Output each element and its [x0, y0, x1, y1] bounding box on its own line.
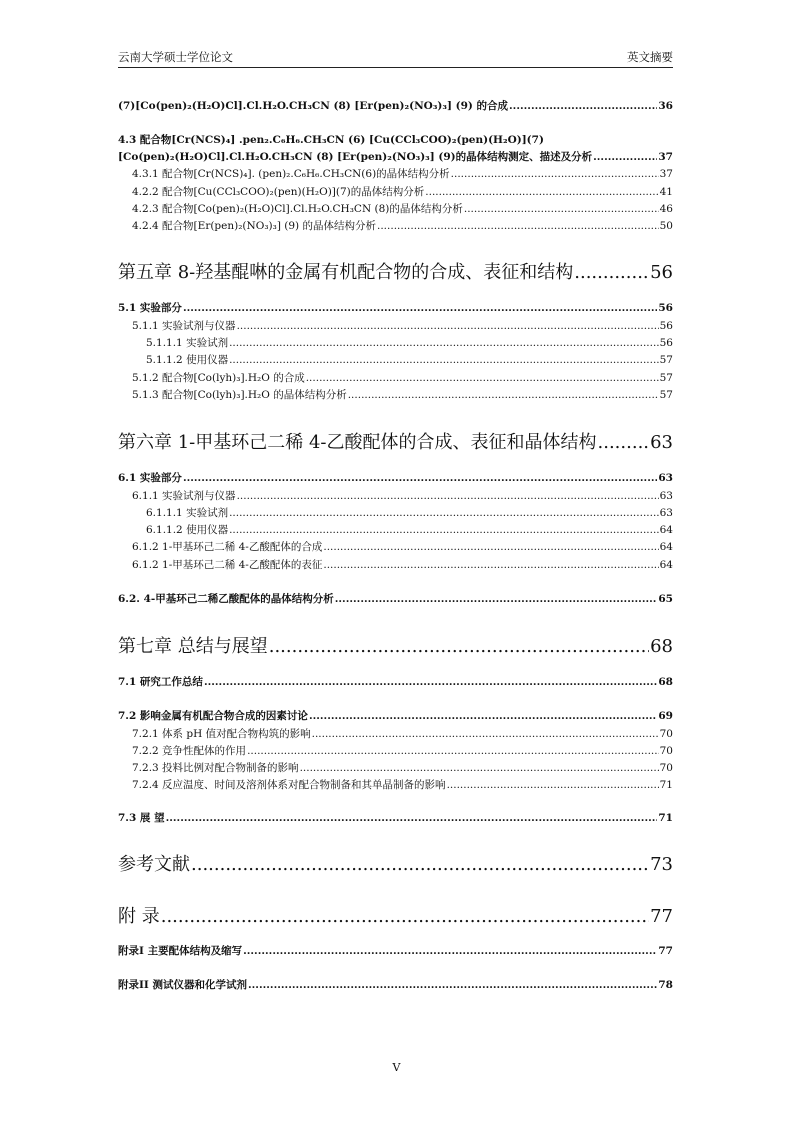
- toc-dot-leader: [229, 507, 659, 519]
- toc-entry-title: 7.2.4 反应温度、时间及溶剂体系对配合物制备和其单晶制备的影响: [132, 779, 446, 791]
- toc-entry[interactable]: [118, 505, 673, 520]
- toc-page-number: 64: [659, 524, 673, 536]
- toc-entry-title: 5.1 实验部分: [118, 302, 182, 314]
- toc-entry[interactable]: [118, 387, 673, 402]
- toc-dot-leader: [204, 676, 657, 688]
- toc-entry[interactable]: [118, 708, 673, 723]
- toc-entry[interactable]: [118, 943, 673, 958]
- toc-page-number: 41: [659, 186, 673, 198]
- toc-chapter-entry[interactable]: [118, 902, 673, 928]
- toc-entry[interactable]: [118, 539, 673, 554]
- toc-page-number: 56: [650, 262, 673, 283]
- toc-dot-leader: [598, 432, 650, 453]
- toc-entry[interactable]: [118, 166, 673, 181]
- header-section-title: 英文摘要: [627, 50, 673, 64]
- toc-entry-title: 附录I 主要配体结构及缩写: [118, 945, 243, 957]
- toc-chapter-entry[interactable]: [118, 850, 673, 876]
- toc-entry-title: 6.1 实验部分: [118, 472, 182, 484]
- toc-page-number: 70: [659, 728, 673, 740]
- toc-dot-leader: [237, 320, 659, 332]
- toc-dot-leader: [183, 472, 657, 484]
- toc-entry-title: 7.2.3 投料比例对配合物制备的影响: [132, 762, 299, 774]
- toc-dot-leader: [300, 762, 659, 774]
- toc-entry[interactable]: [118, 318, 673, 333]
- toc-entry-title: 5.1.2 配合物[Co(lyh)₃].H₂O 的合成: [132, 372, 305, 384]
- toc-entry-title: 6.1.1 实验试剂与仪器: [132, 490, 236, 502]
- toc-dot-leader: [243, 945, 657, 957]
- toc-entry[interactable]: [118, 488, 673, 503]
- toc-dot-leader: [464, 203, 659, 215]
- toc-dot-leader: [161, 906, 649, 927]
- toc-entry-title: 5.1.1.1 实验试剂: [146, 337, 229, 349]
- toc-page-number: 64: [659, 541, 673, 553]
- toc-page-number: 71: [659, 779, 673, 791]
- toc-entry-title: 7.2.2 竞争性配体的作用: [132, 745, 247, 757]
- page-number: V: [392, 1061, 401, 1074]
- toc-page-number: 68: [658, 676, 673, 688]
- toc-entry-title: 6.1.1.2 使用仪器: [146, 524, 229, 536]
- toc-page-number: 68: [650, 636, 673, 657]
- toc-dot-leader: [323, 541, 658, 553]
- toc-entry[interactable]: [118, 743, 673, 758]
- toc-entry[interactable]: [118, 218, 673, 233]
- toc-chapter-entry[interactable]: [118, 258, 673, 284]
- toc-dot-leader: [183, 302, 657, 314]
- toc-dot-leader: [166, 812, 658, 824]
- toc-dot-leader: [247, 745, 659, 757]
- toc-dot-leader: [237, 490, 659, 502]
- toc-entry[interactable]: [118, 522, 673, 537]
- toc-entry-title: 附录II 测试仪器和化学试剂: [118, 979, 247, 991]
- toc-page-number: 77: [650, 906, 673, 927]
- toc-dot-leader: [248, 979, 657, 991]
- toc-dot-leader: [335, 593, 658, 605]
- toc-entry-title: (7)[Co(pen)₂(H₂O)Cl].Cl.H₂O.CH₃CN (8) [Er(pen)₂(NO₃)₃] (9) 的合成: [118, 100, 509, 112]
- toc-dot-leader: [377, 220, 659, 232]
- toc-entry[interactable]: [118, 370, 673, 385]
- toc-page-number: 70: [659, 745, 673, 757]
- toc-dot-leader: [447, 779, 659, 791]
- toc-entry[interactable]: [118, 300, 673, 315]
- toc-chapter-entry[interactable]: [118, 632, 673, 658]
- toc-entry-title: 6.1.2 1-甲基环己二稀 4-乙酸配体的表征: [132, 559, 323, 571]
- toc-entry[interactable]: [118, 760, 673, 775]
- toc-entry[interactable]: [118, 184, 673, 199]
- toc-page-number: 37: [658, 151, 673, 163]
- toc-entry-title: 附 录: [118, 906, 160, 927]
- toc-entry[interactable]: [118, 132, 673, 147]
- toc-entry-title: 参考文献: [118, 854, 190, 875]
- toc-entry[interactable]: [118, 591, 673, 606]
- toc-page-number: 50: [659, 220, 673, 232]
- toc-entry[interactable]: [118, 977, 673, 992]
- toc-dot-leader: [323, 559, 658, 571]
- toc-chapter-entry[interactable]: [118, 428, 673, 454]
- toc-entry[interactable]: [118, 98, 673, 113]
- toc-dot-leader: [229, 337, 659, 349]
- toc-entry-title: 7.1 研究工作总结: [118, 676, 203, 688]
- toc-entry-title: 6.2. 4-甲基环己二稀乙酸配体的晶体结构分析: [118, 593, 334, 605]
- toc-page-number: 63: [659, 507, 673, 519]
- toc-entry-title: 6.1.1.1 实验试剂: [146, 507, 229, 519]
- toc-entry-title: 4.3.1 配合物[Cr(NCS)₄]. (pen)₂.C₆H₆.CH₃CN(6)的晶体结构分析: [132, 168, 450, 180]
- toc-page-number: 64: [659, 559, 673, 571]
- toc-entry-title: [Co(pen)₂(H₂O)Cl].Cl.H₂O.CH₃CN (8) [Er(pen)₂(NO₃)₃] (9)的晶体结构测定、描述及分析: [118, 151, 593, 163]
- toc-dot-leader: [312, 728, 659, 740]
- running-header: [118, 47, 673, 68]
- toc-page-number: 73: [650, 854, 673, 875]
- toc-entry-title: 4.2.3 配合物[Co(pen)₂(H₂O)Cl].Cl.H₂O.CH₃CN (8)的晶体结构分析: [132, 203, 463, 215]
- toc-dot-leader: [309, 710, 657, 722]
- toc-page-number: 36: [658, 100, 673, 112]
- toc-page-number: 77: [658, 945, 673, 957]
- toc-dot-leader: [509, 100, 657, 112]
- toc-entry-title: 第五章 8-羟基醌啉的金属有机配合物的合成、表征和结构: [118, 262, 574, 283]
- toc-dot-leader: [229, 524, 659, 536]
- toc-page-number: 63: [659, 490, 673, 502]
- toc-entry[interactable]: [118, 777, 673, 792]
- toc-page-number: 57: [659, 372, 673, 384]
- toc-entry-title: 第六章 1-甲基环己二稀 4-乙酸配体的合成、表征和晶体结构: [118, 432, 597, 453]
- toc-dot-leader: [593, 151, 657, 163]
- toc-entry-title: 7.3 展 望: [118, 812, 165, 824]
- toc-dot-leader: [425, 186, 658, 198]
- toc-entry-title: 第七章 总结与展望: [118, 636, 268, 657]
- toc-dot-leader: [451, 168, 659, 180]
- toc-entry[interactable]: [118, 726, 673, 741]
- toc-page-number: 63: [650, 432, 673, 453]
- toc-dot-leader: [229, 354, 659, 366]
- toc-entry-title: 4.2.4 配合物[Er(pen)₂(NO₃)₃] (9) 的晶体结构分析: [132, 220, 376, 232]
- toc-entry-title: 6.1.2 1-甲基环己二稀 4-乙酸配体的合成: [132, 541, 323, 553]
- toc-entry-title: 7.2.1 体系 pH 值对配合物构筑的影响: [132, 728, 311, 740]
- toc-page-number: 46: [659, 203, 673, 215]
- toc-entry-title: 4.3 配合物[Cr(NCS)₄] .pen₂.C₆H₆.CH₃CN (6) [Cu(CCl₃COO)₂(pen)(H₂O)](7): [118, 134, 544, 146]
- toc-entry-title: 5.1.1.2 使用仪器: [146, 354, 229, 366]
- toc-page-number: 70: [659, 762, 673, 774]
- toc-entry[interactable]: [118, 810, 673, 825]
- toc-page-number: 56: [659, 337, 673, 349]
- toc-page-number: 56: [658, 302, 673, 314]
- toc-entry[interactable]: [118, 352, 673, 367]
- toc-dot-leader: [306, 372, 659, 384]
- toc-entry[interactable]: [118, 557, 673, 572]
- toc-entry[interactable]: [118, 149, 673, 164]
- toc-page-number: 56: [659, 320, 673, 332]
- toc-page-number: 57: [659, 389, 673, 401]
- toc-entry-title: 5.1.1 实验试剂与仪器: [132, 320, 236, 332]
- toc-page-number: 71: [658, 812, 673, 824]
- toc-entry-title: 5.1.3 配合物[Co(lyh)₃].H₂O 的晶体结构分析: [132, 389, 347, 401]
- toc-entry[interactable]: [118, 335, 673, 350]
- toc-entry[interactable]: [118, 470, 673, 485]
- toc-dot-leader: [191, 854, 649, 875]
- toc-page-number: 57: [659, 354, 673, 366]
- toc-page-number: 78: [658, 979, 673, 991]
- header-thesis-title: 云南大学硕士学位论文: [118, 50, 233, 64]
- toc-dot-leader: [574, 262, 649, 283]
- toc-entry[interactable]: [118, 674, 673, 689]
- toc-entry-title: 7.2 影响金属有机配合物合成的因素讨论: [118, 710, 308, 722]
- toc-entry[interactable]: [118, 201, 673, 216]
- toc-page-number: 63: [658, 472, 673, 484]
- toc-page-number: 65: [658, 593, 673, 605]
- toc-page-number: 37: [659, 168, 673, 180]
- toc-dot-leader: [348, 389, 659, 401]
- toc-entry-title: 4.2.2 配合物[Cu(CCl₃COO)₂(pen)(H₂O)](7)的晶体结构分析: [132, 186, 425, 198]
- toc-page-number: 69: [658, 710, 673, 722]
- toc-dot-leader: [269, 636, 649, 657]
